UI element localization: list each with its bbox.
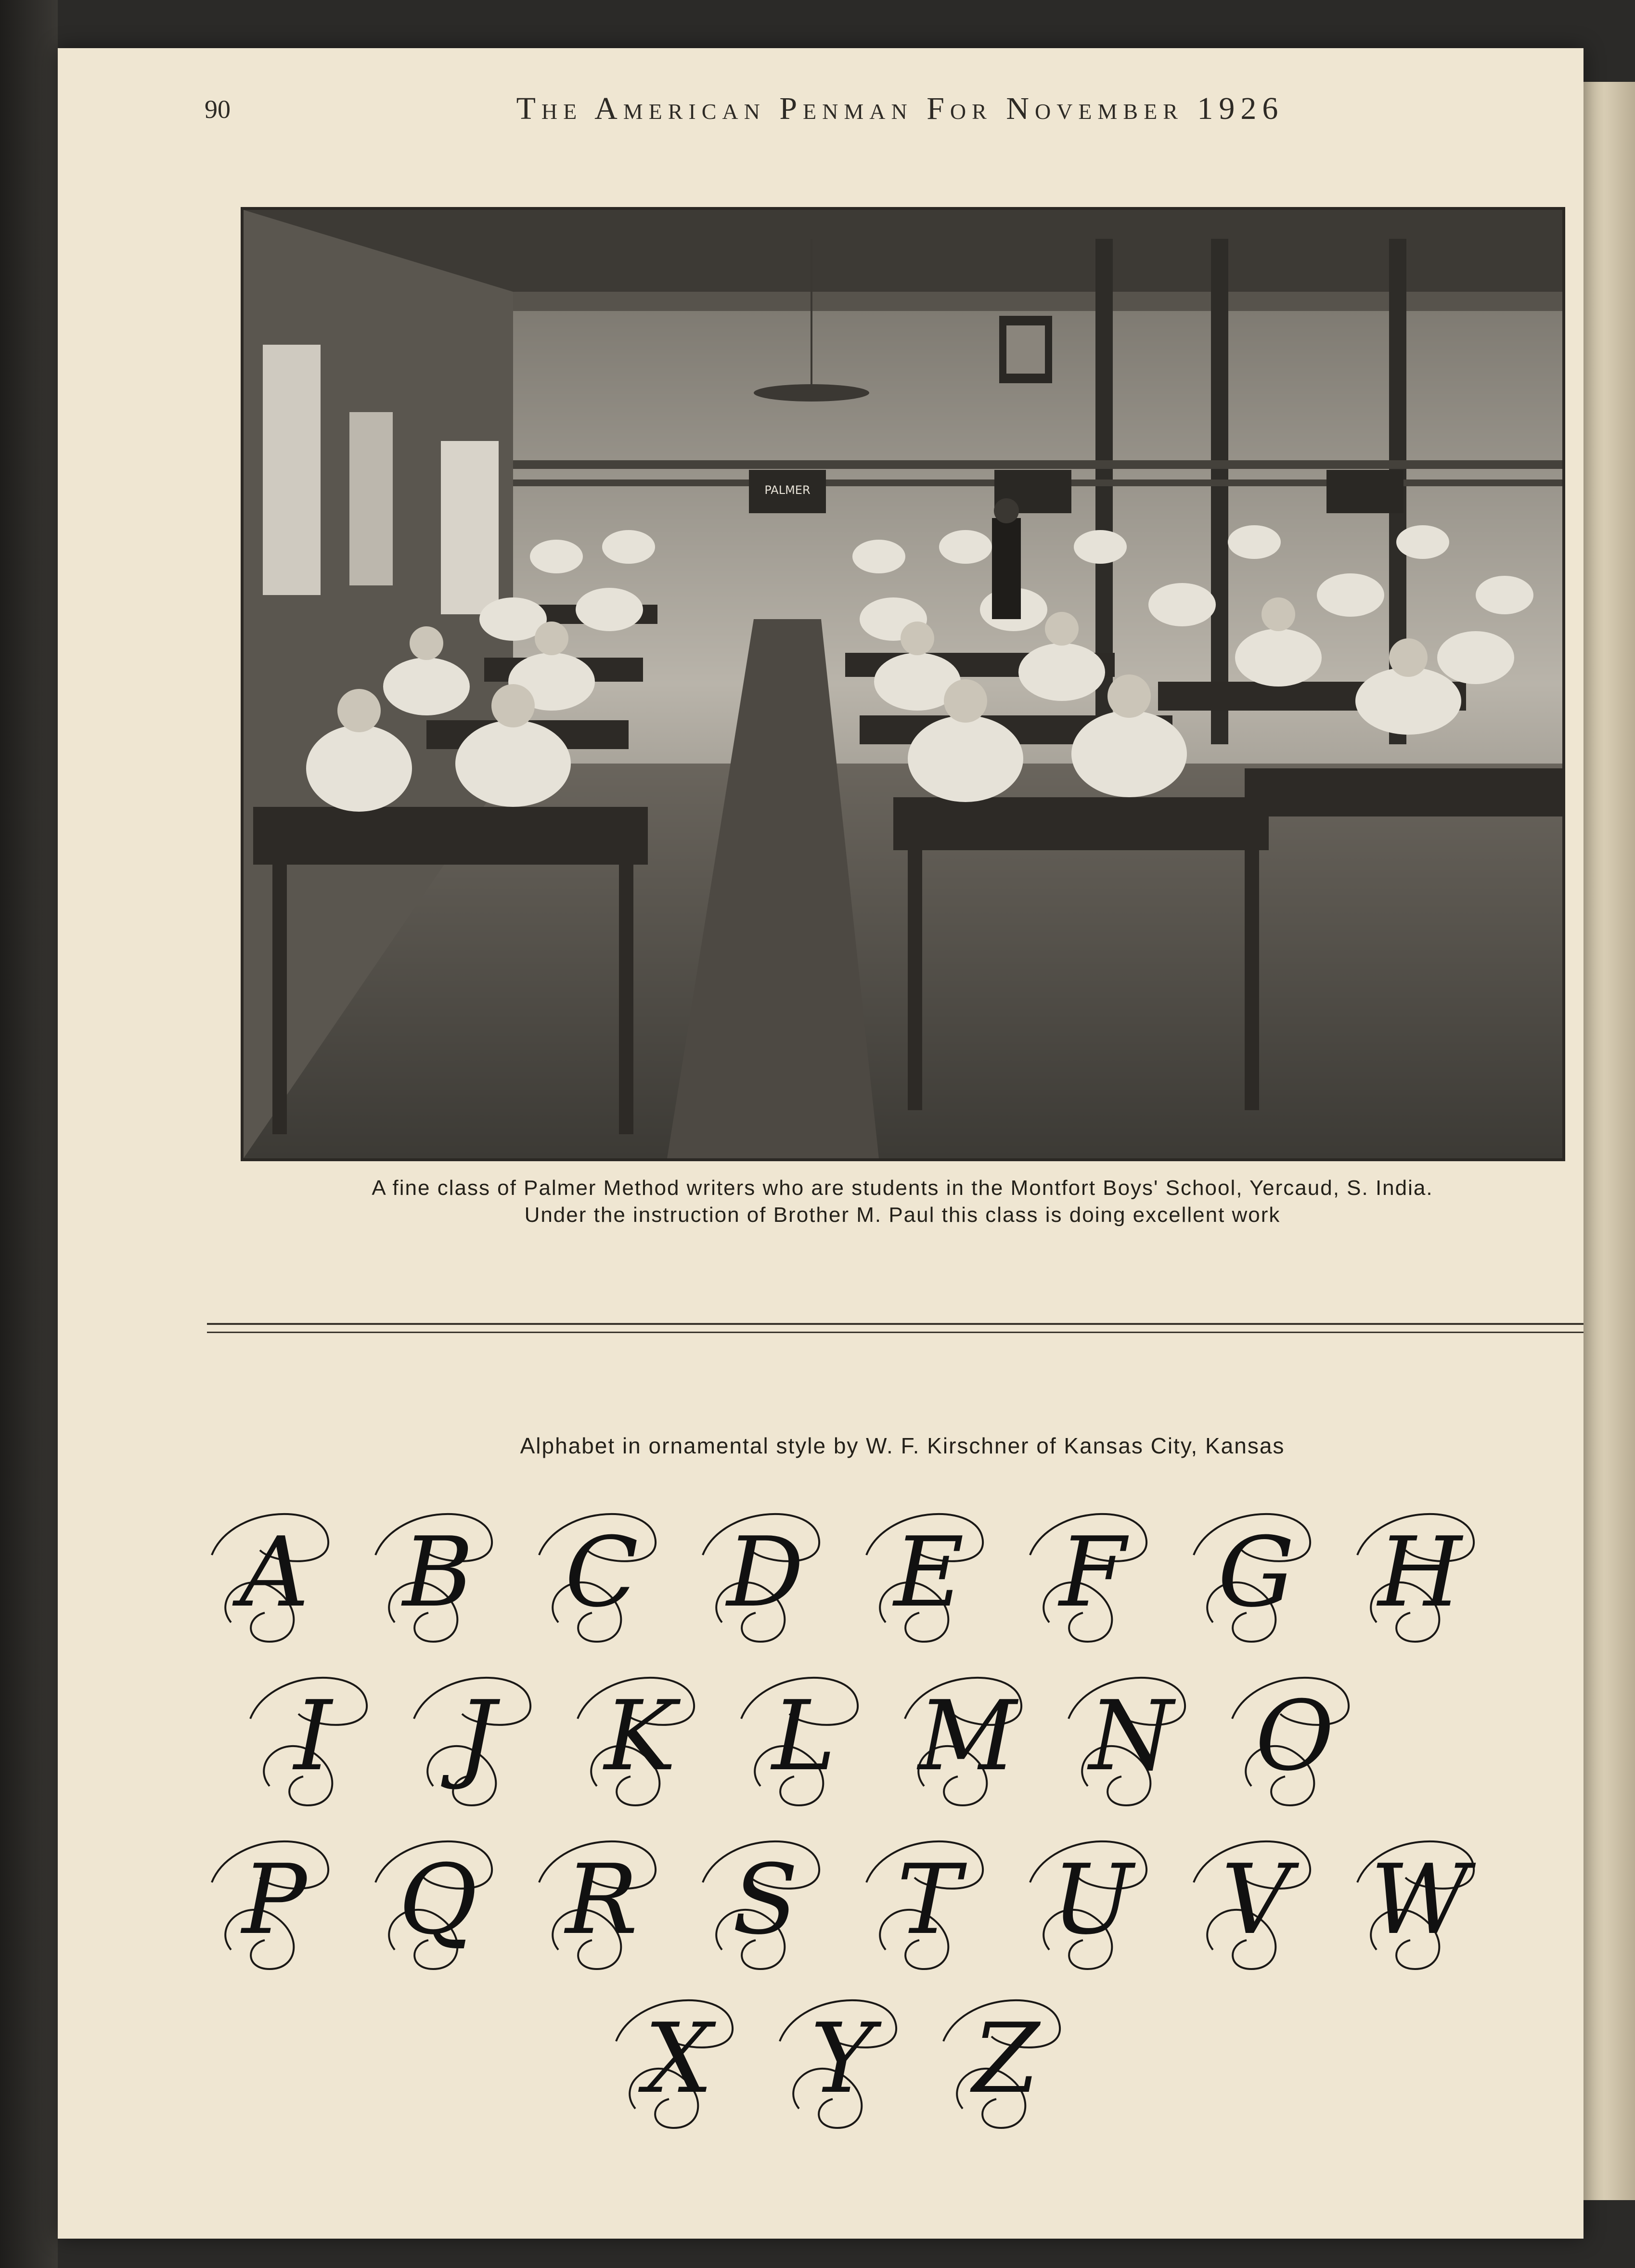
letter-text: N <box>1089 1680 1173 1792</box>
letter-text: L <box>772 1680 836 1792</box>
ornamental-letter-t <box>857 1825 1001 1983</box>
letter-text: G <box>1218 1516 1295 1629</box>
caption-line-2: Under the instruction of Brother M. Paul this class is doing excellent work <box>524 1203 1281 1227</box>
ornamental-letter-g <box>1184 1497 1328 1656</box>
book-spine-shadow <box>0 0 58 2268</box>
letter-text: F <box>1059 1516 1126 1629</box>
letter-text: Q <box>399 1844 477 1956</box>
running-title: The American Penman For November 1926 <box>516 91 1284 126</box>
letter-text: K <box>604 1680 676 1792</box>
ornamental-letter-n <box>1059 1661 1203 1820</box>
letter-text: J <box>457 1680 496 1792</box>
classroom-photo-image <box>244 210 1562 1158</box>
letter-text: X <box>644 2003 713 2115</box>
letter-text: V <box>1221 1844 1291 1956</box>
letter-text: Y <box>810 2003 875 2115</box>
letter-text: O <box>1255 1680 1334 1792</box>
letter-text: T <box>897 1844 961 1956</box>
section-rule-top <box>207 1323 1584 1325</box>
magazine-page <box>58 48 1584 2239</box>
alphabet-row-3 <box>242 1825 1559 1983</box>
ornamental-letter-u <box>1020 1825 1165 1983</box>
ornamental-letter-v <box>1184 1825 1328 1983</box>
ornamental-letter-p <box>202 1825 347 1983</box>
letter-text: C <box>565 1516 639 1629</box>
ornamental-letter-m <box>895 1661 1040 1820</box>
ornamental-letter-y <box>770 1983 914 2142</box>
facing-page-edge <box>1584 82 1635 2200</box>
ornamental-letter-a <box>202 1497 347 1656</box>
alphabet-row-2 <box>260 1661 1559 1820</box>
ornamental-letter-l <box>732 1661 876 1820</box>
ornamental-letter-z <box>934 1983 1078 2142</box>
ornamental-letter-w <box>1348 1825 1492 1983</box>
ornamental-letter-h <box>1348 1497 1492 1656</box>
page-number: 90 <box>205 95 231 124</box>
alphabet-row-4 <box>260 1983 1559 2142</box>
photo-caption <box>241 1175 1564 1229</box>
letter-text: U <box>1052 1844 1133 1956</box>
ornamental-letter-s <box>693 1825 837 1983</box>
ornamental-letter-b <box>366 1497 510 1656</box>
letter-text: M <box>918 1680 1017 1792</box>
classroom-photo <box>241 207 1565 1161</box>
caption-line-1: A fine class of Palmer Method writers who are students in the Montfort Boys' School, Yercaud, S. India. <box>372 1176 1433 1200</box>
ornamental-letter-e <box>857 1497 1001 1656</box>
section-rule-bottom <box>207 1332 1584 1333</box>
letter-text: R <box>565 1844 638 1956</box>
letter-text: P <box>242 1844 307 1956</box>
letter-text: I <box>294 1680 332 1792</box>
ornamental-alphabet <box>239 1497 1559 2138</box>
ornamental-letter-j <box>404 1661 549 1820</box>
letter-text: B <box>402 1516 474 1629</box>
ornamental-letter-x <box>606 1983 751 2142</box>
sign-palmer-method: PALMER <box>764 483 811 497</box>
alphabet-row-1 <box>239 1497 1559 1656</box>
letter-text: D <box>726 1516 804 1629</box>
ornamental-letter-k <box>568 1661 712 1820</box>
ornamental-letter-c <box>529 1497 674 1656</box>
ornamental-letter-q <box>366 1825 510 1983</box>
alphabet-title: Alphabet in ornamental style by W. F. Kirschner of Kansas City, Kansas <box>520 1433 1285 1458</box>
letter-text: S <box>732 1844 798 1956</box>
letter-text: A <box>239 1516 309 1629</box>
ornamental-letter-i <box>241 1661 385 1820</box>
ornamental-letter-f <box>1020 1497 1165 1656</box>
letter-text: H <box>1378 1516 1462 1629</box>
letter-text: E <box>894 1516 964 1629</box>
letter-text: Z <box>972 2003 1040 2115</box>
letter-text: W <box>1370 1844 1469 1956</box>
ornamental-letter-d <box>693 1497 837 1656</box>
ornamental-letter-r <box>529 1825 674 1983</box>
ornamental-letter-o <box>1223 1661 1367 1820</box>
